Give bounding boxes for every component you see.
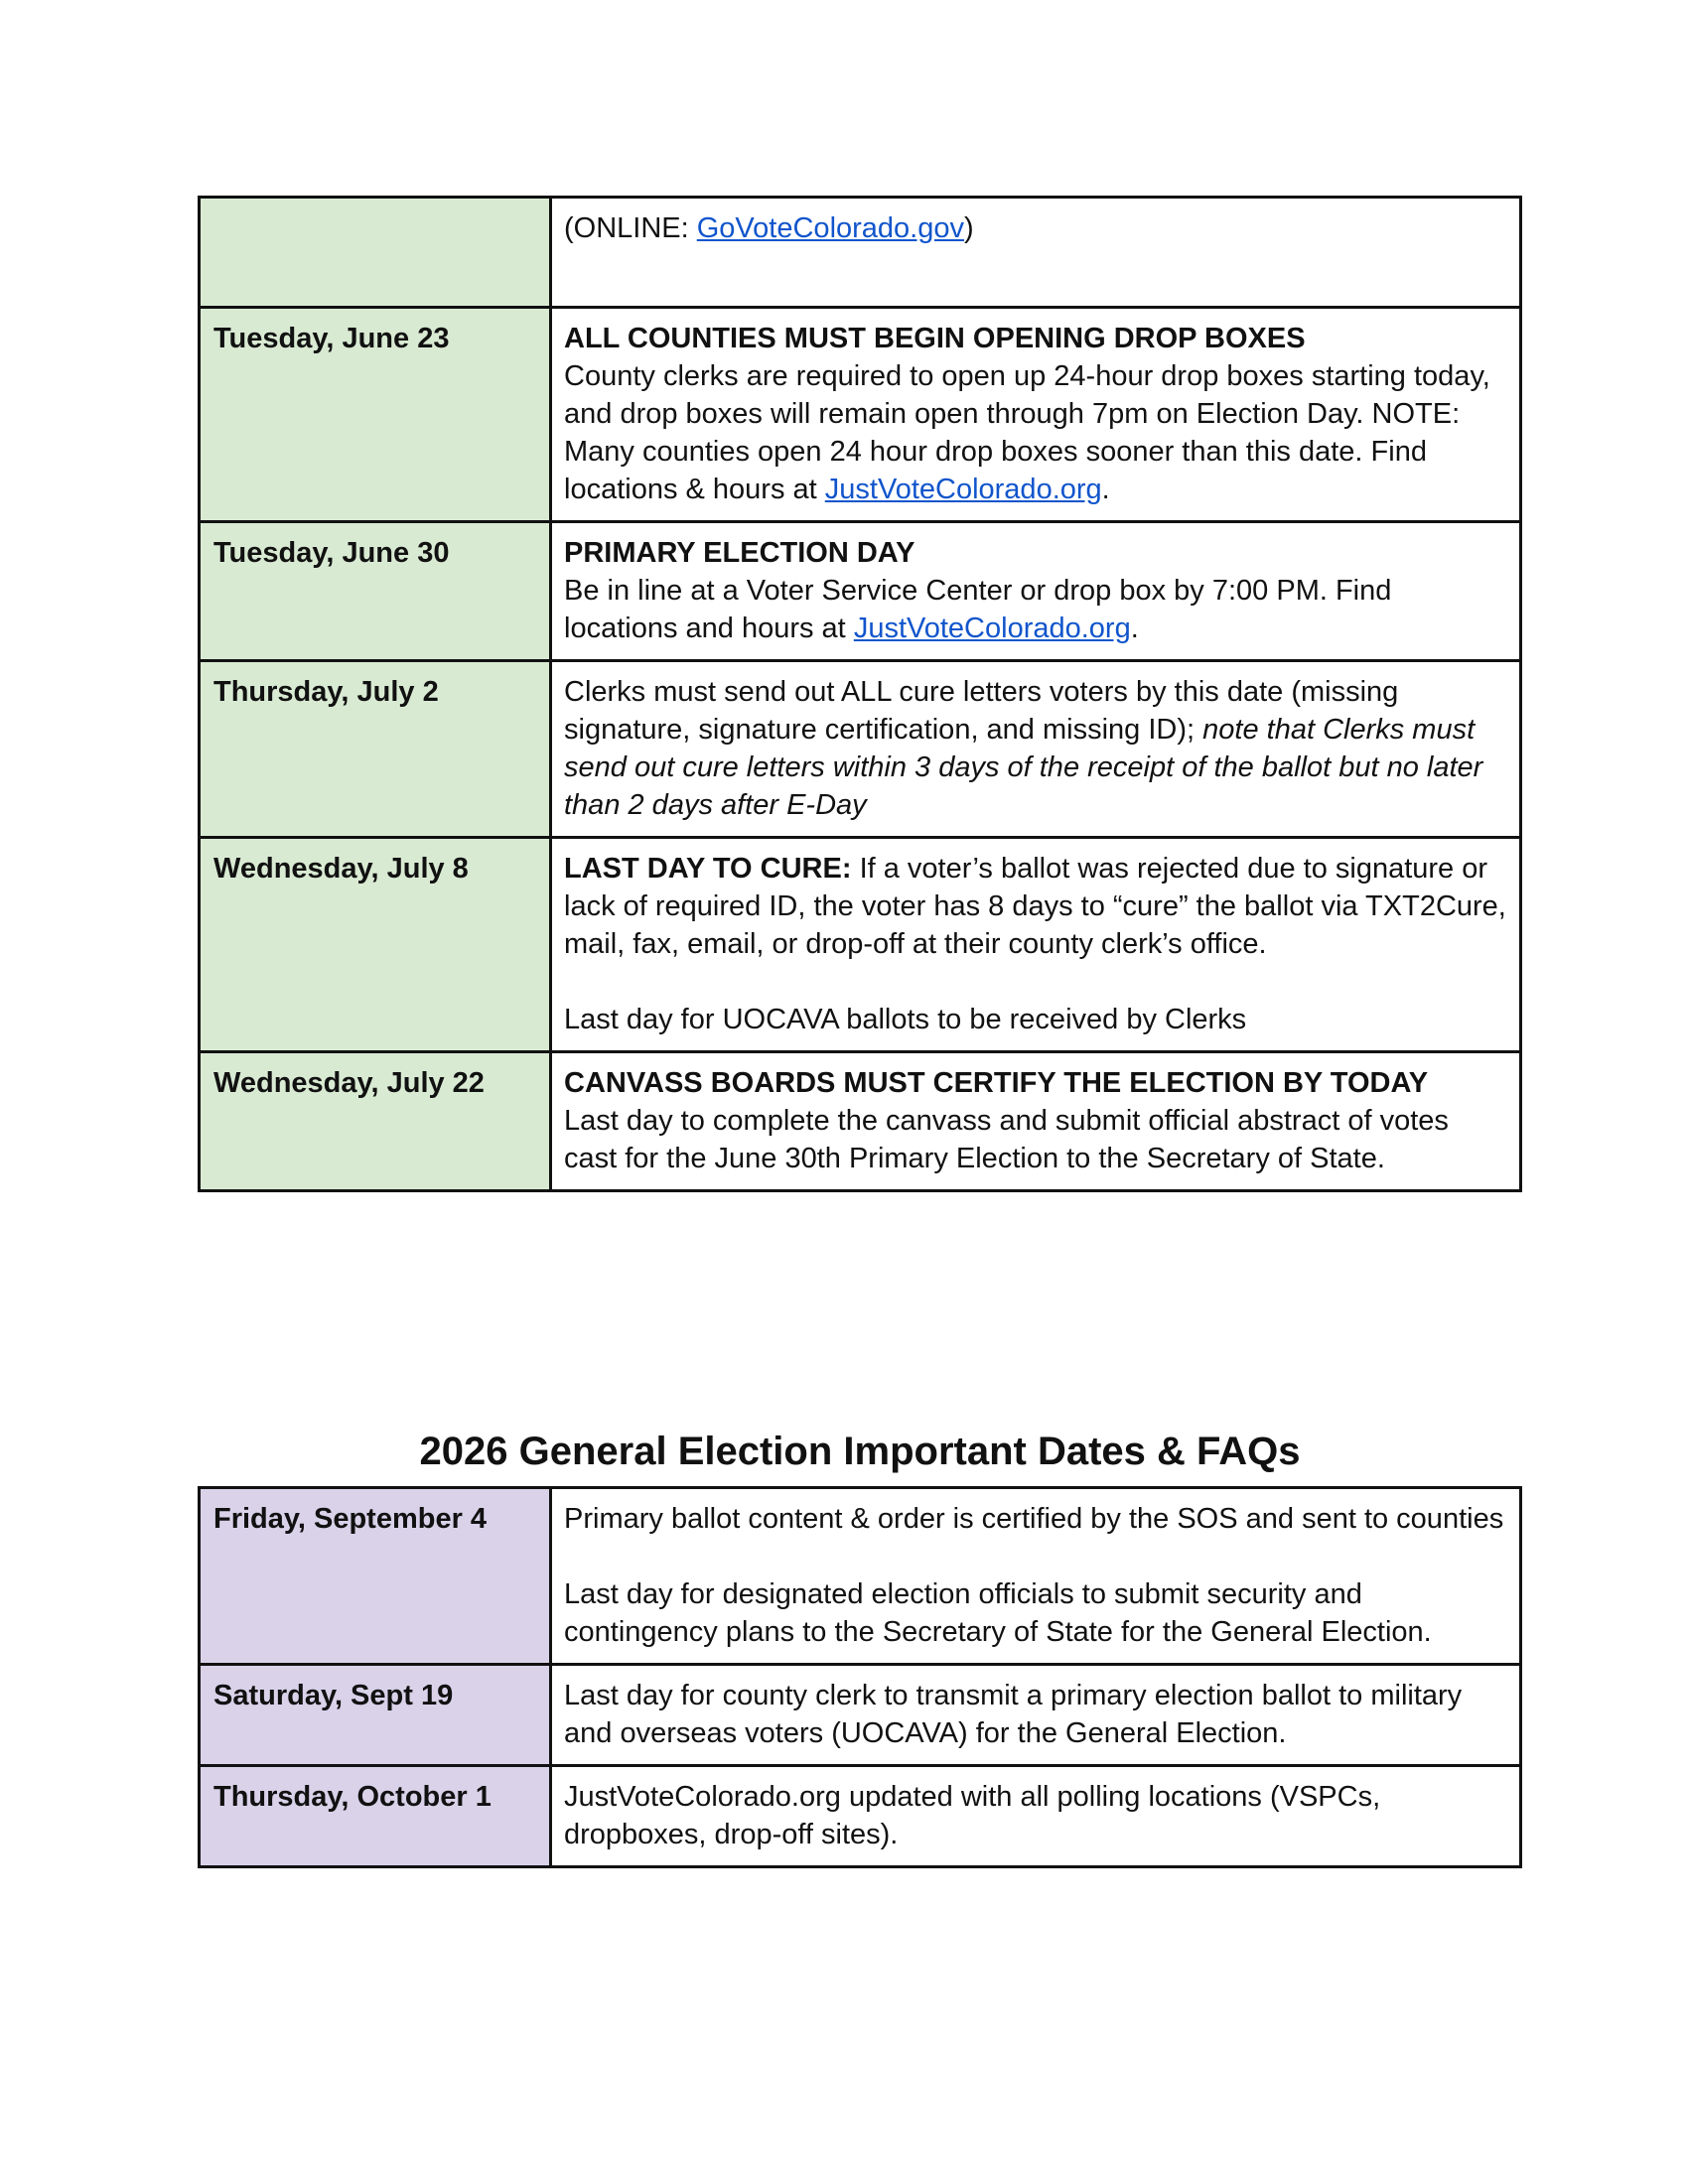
date-cell: Saturday, Sept 19 [200,1665,551,1766]
general-schedule-table [198,1486,1522,1868]
description-cell [551,1665,1521,1766]
date-cell: Thursday, July 2 [200,661,551,838]
paragraph-gap [564,1538,1507,1575]
row-headline: ALL COUNTIES MUST BEGIN OPENING DROP BOXES [564,323,1306,354]
row-italic-note: note that Clerks must send out cure letters within 3 days of the receipt of the ballot but no later than 2 days after E-Day [564,714,1483,821]
date-cell: Tuesday, June 23 [200,308,551,522]
description-cell [551,661,1521,838]
online-prefix: (ONLINE: [564,212,697,244]
row-body: Be in line at a Voter Service Center or drop box by 7:00 PM. Find locations and hours at [564,575,1392,644]
table-row [200,661,1521,838]
row-suffix: . [1101,474,1110,505]
date-cell: Wednesday, July 22 [200,1052,551,1191]
table-row [200,1052,1521,1191]
date-cell: Thursday, October 1 [200,1766,551,1867]
date-cell: Tuesday, June 30 [200,522,551,661]
row-body: Last day for county clerk to transmit a primary election ballot to military and overseas voters (UOCAVA) for the General Election. [564,1680,1463,1749]
row-body: County clerks are required to open up 24-hour drop boxes starting today, and drop boxes will remain open through 7pm on Election Day. NOTE: Many counties open 24 hour drop boxes sooner than this date. Find locations & hours at [564,360,1490,505]
row-body: Primary ballot content & order is certified by the SOS and sent to counties [564,1503,1504,1535]
row-headline: PRIMARY ELECTION DAY [564,537,915,569]
table-row [200,838,1521,1052]
row-lead: LAST DAY TO CURE: [564,853,852,885]
row-body-second: Last day for designated election officials to submit security and contingency plans to the Secretary of State for the General Election. [564,1578,1432,1648]
online-suffix: ) [964,212,974,244]
table-row [200,198,1521,308]
table-row [200,1488,1521,1665]
description-cell [551,1766,1521,1867]
description-cell [551,198,1521,308]
row-suffix: . [1130,613,1139,644]
paragraph-gap [564,963,1507,1001]
table-row [200,308,1521,522]
primary-schedule-table [198,196,1522,1192]
row-headline: CANVASS BOARDS MUST CERTIFY THE ELECTION BY TODAY [564,1067,1429,1099]
table-row [200,1665,1521,1766]
row-body: Clerks must send out ALL cure letters voters by this date (missing signature, signature certification, and missing ID); [564,676,1399,746]
row-body: Last day to complete the canvass and submit official abstract of votes cast for the June 30th Primary Election to the Secretary of State. [564,1105,1449,1174]
govotecolorado-link[interactable]: GoVoteColorado.gov [696,212,964,244]
justvotecolorado-link[interactable]: JustVoteColorado.org [853,613,1131,644]
table-row [200,1766,1521,1867]
date-cell: Wednesday, July 8 [200,838,551,1052]
row-body: JustVoteColorado.org updated with all polling locations (VSPCs, dropboxes, drop-off sites). [564,1781,1381,1850]
date-cell [200,198,551,308]
description-cell [551,1052,1521,1191]
description-cell [551,1488,1521,1665]
date-cell: Friday, September 4 [200,1488,551,1665]
table-row [200,522,1521,661]
description-cell [551,838,1521,1052]
row-body: If a voter’s ballot was rejected due to signature or lack of required ID, the voter has 8 days to “cure” the ballot via TXT2Cure, mail, fax, email, or drop-off at their county clerk’s office. [564,853,1506,960]
row-body-second: Last day for UOCAVA ballots to be received by Clerks [564,1004,1247,1035]
general-election-title: 2026 General Election Important Dates & FAQs [419,1430,1301,1473]
description-cell [551,308,1521,522]
justvotecolorado-link[interactable]: JustVoteColorado.org [824,474,1102,505]
description-cell [551,522,1521,661]
